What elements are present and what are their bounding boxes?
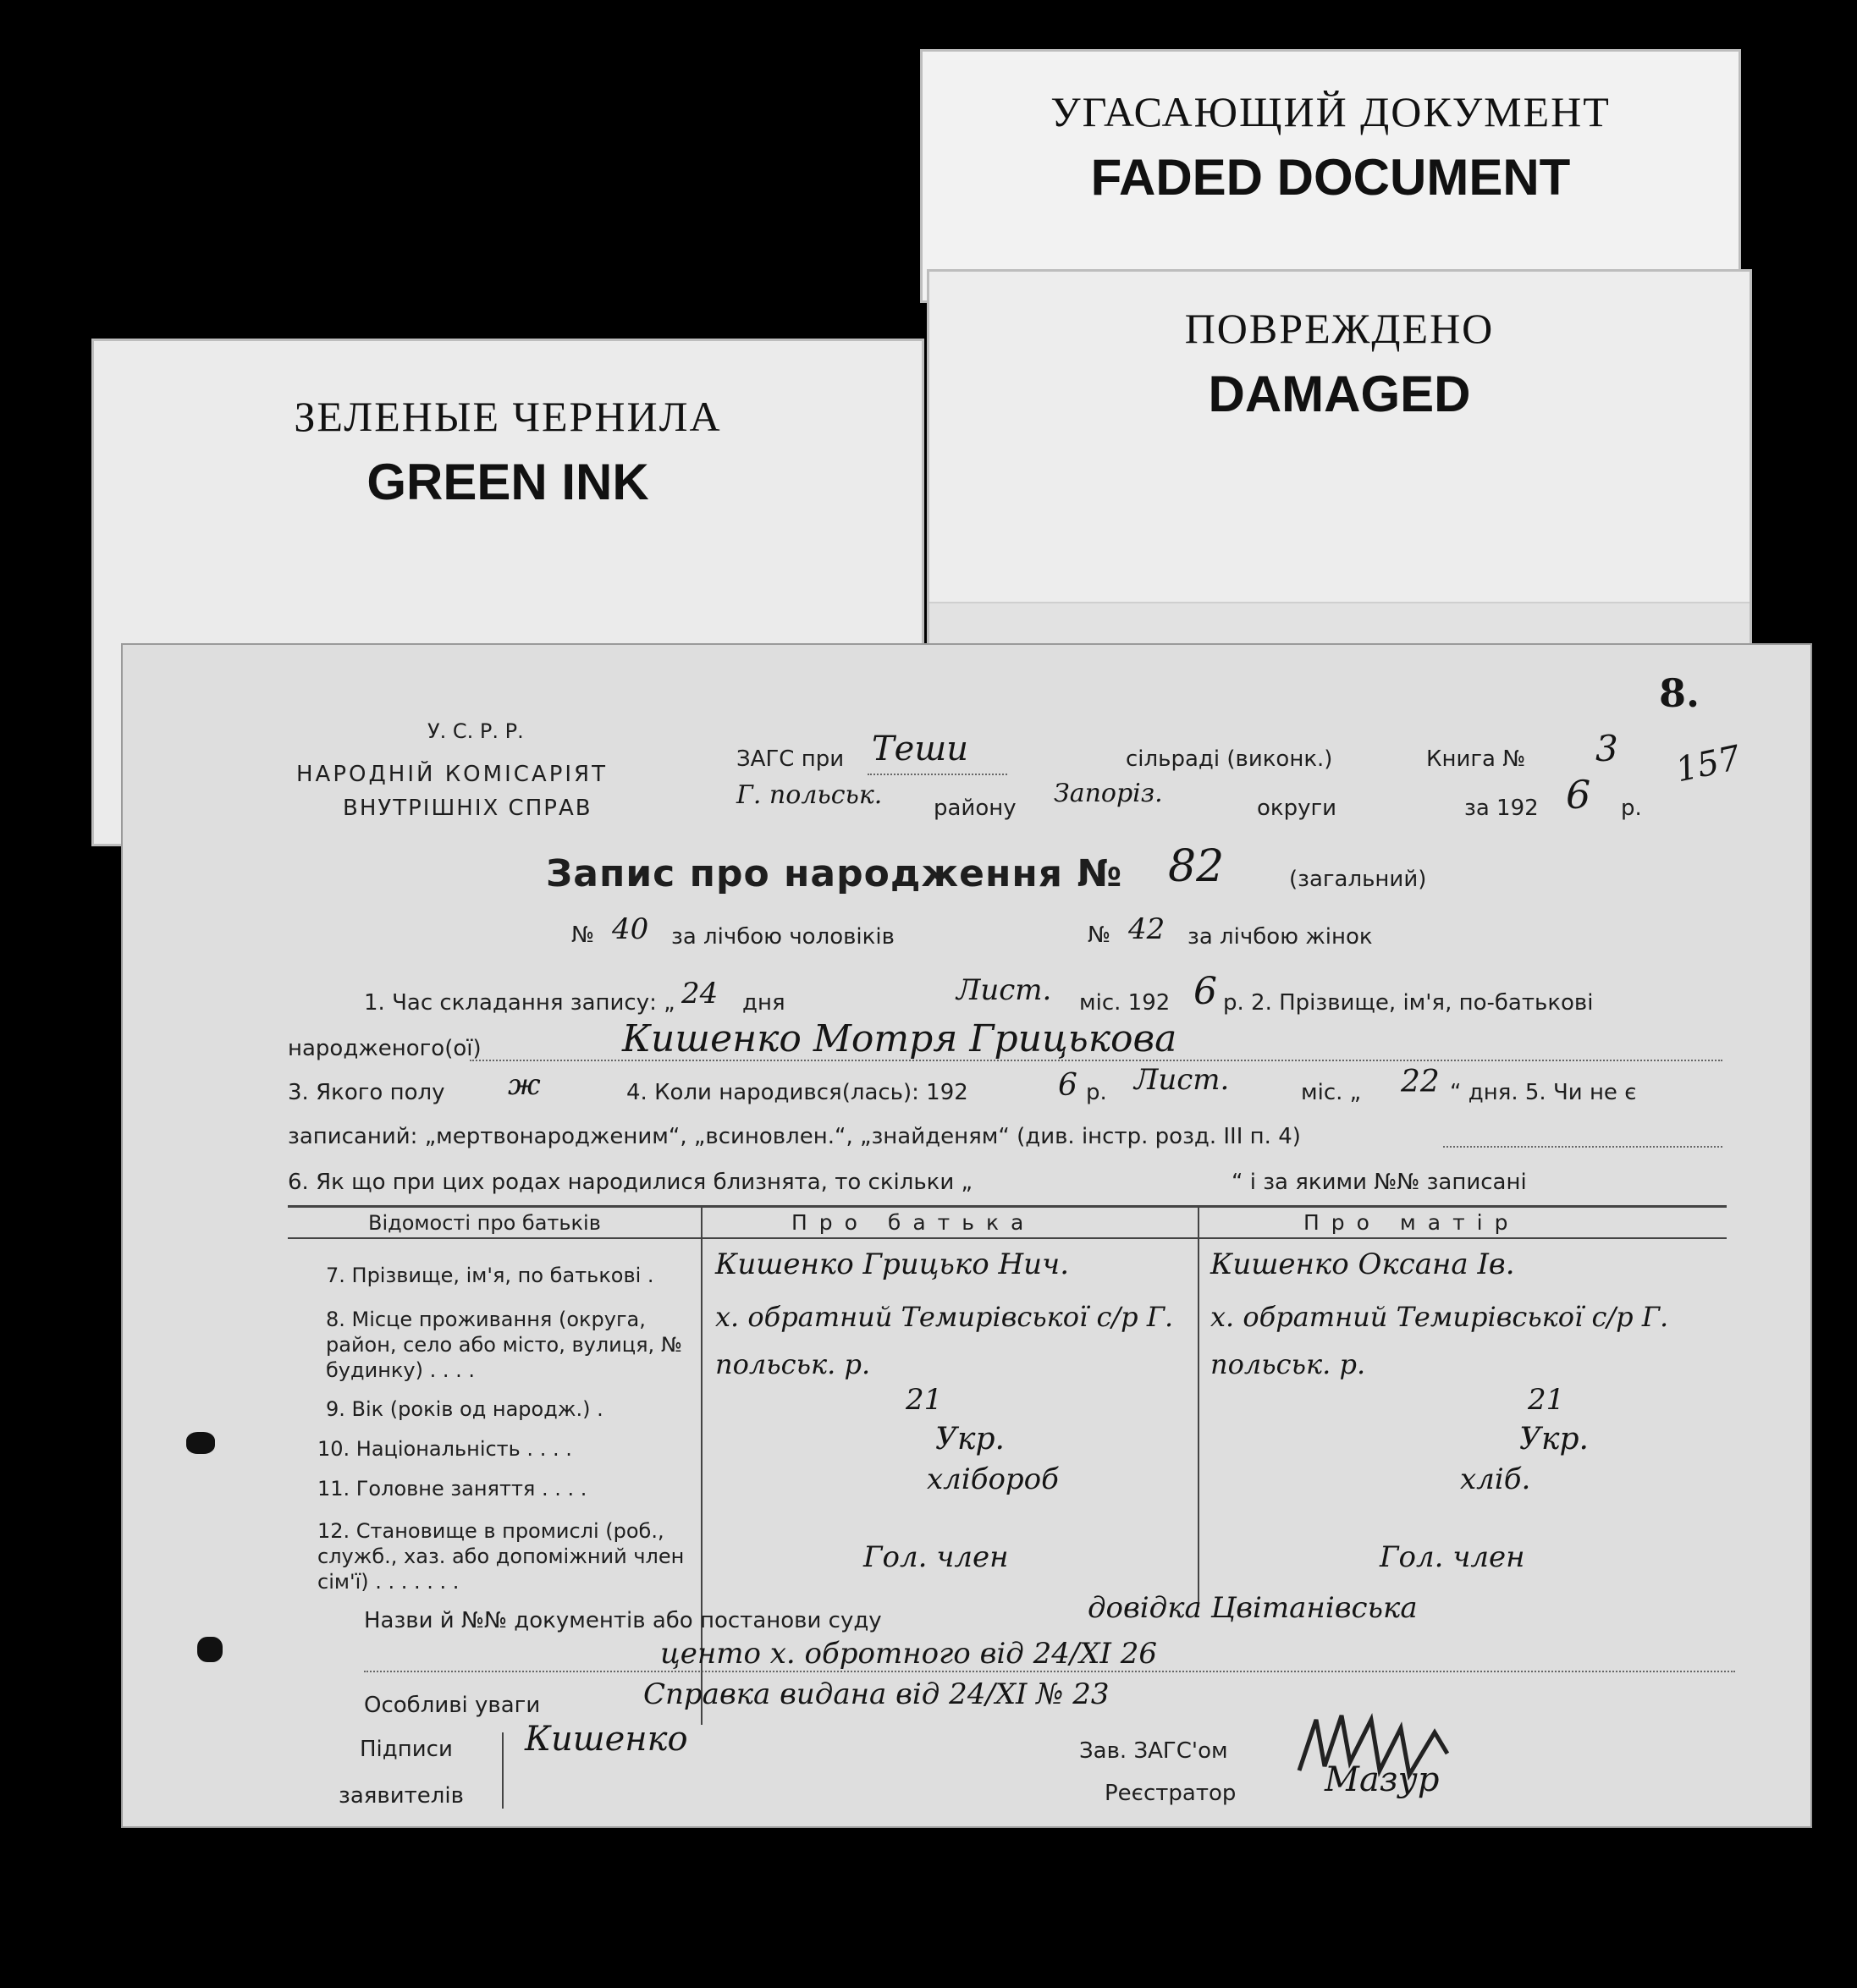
row-label-nationality: 10. Національність . . . . — [317, 1437, 572, 1461]
line1-text-d: р. 2. Прізвище, ім'я, по-батькові — [1223, 990, 1594, 1016]
table-col-header-mother: Про матір — [1303, 1210, 1520, 1235]
father-residence: х. обратний Темирівської с/р Г. польськ. р. — [715, 1301, 1174, 1380]
mother-name: Кишенко Оксана Ів. — [1210, 1247, 1515, 1281]
district-label: району — [934, 796, 1017, 821]
table-divider-mid — [1198, 1205, 1199, 1607]
zags-head-label: Зав. ЗАГС'ом — [1079, 1738, 1228, 1764]
signature-divider — [502, 1732, 504, 1809]
women-prefix: № — [1088, 922, 1111, 948]
book-value: 3 — [1595, 728, 1618, 769]
applicants-label: заявителів — [339, 1783, 464, 1809]
mother-position: Гол. член — [1380, 1540, 1525, 1574]
faded-label-en: FADED DOCUMENT — [1090, 149, 1571, 206]
smudge-mark — [186, 1432, 215, 1454]
green-ink-label-en: GREEN INK — [366, 454, 649, 510]
line4-dotline — [1443, 1146, 1722, 1148]
mother-occupation: хліб. — [1460, 1462, 1531, 1496]
table-top-rule — [288, 1205, 1727, 1208]
council-label: сільраді (виконк.) — [1126, 746, 1333, 772]
father-name: Кишенко Грицько Нич. — [715, 1247, 1070, 1281]
registrar-signature: Мазур — [1325, 1760, 1440, 1799]
line3-text-a: 3. Якого полу — [288, 1080, 445, 1105]
father-position: Гол. член — [863, 1540, 1009, 1574]
damaged-document-card — [927, 269, 1752, 650]
men-label: за лічбою чоловіків — [671, 924, 895, 950]
record-number: 82 — [1168, 841, 1225, 892]
commissariat-line-1: НАРОДНІЙ КОМІСАРІЯТ — [296, 762, 608, 787]
child-name: Кишенко Мотря Грицькова — [622, 1017, 1177, 1060]
line5-text-b: “ і за якими №№ записані — [1232, 1170, 1527, 1195]
registrar-label: Реєстратор — [1105, 1781, 1237, 1806]
year-label: за 192 — [1464, 796, 1539, 821]
documents-value-1: довідка Цвітанівська — [1088, 1591, 1418, 1625]
birth-day: 22 — [1401, 1065, 1440, 1099]
row-label-occupation: 11. Головне заняття . . . . — [317, 1477, 587, 1501]
commissariat-line-2: ВНУТРІШНІХ СПРАВ — [343, 796, 592, 821]
record-month: Лист. — [956, 973, 1052, 1007]
applicant-signature: Кишенко — [525, 1720, 688, 1759]
father-occupation: хлібороб — [927, 1462, 1059, 1496]
notes-label: Особливі уваги — [364, 1693, 541, 1718]
table-col-header-info: Відомості про батьків — [368, 1211, 601, 1235]
signatures-label: Підписи — [360, 1737, 453, 1762]
birth-month: Лист. — [1134, 1063, 1230, 1097]
record-title: Запис про народження № — [546, 852, 1123, 895]
book-label: Книга № — [1426, 746, 1526, 772]
mother-age: 21 — [1528, 1383, 1565, 1417]
smudge-mark — [197, 1637, 223, 1662]
margin-number: 157 — [1672, 738, 1744, 790]
line3-text-b: 4. Коли народився(лась): 192 — [626, 1080, 968, 1105]
row-label-age: 9. Вік (років од народж.) . — [326, 1397, 603, 1421]
documents-value-2: центо х. обротного від 24/XI 26 — [660, 1637, 1158, 1671]
women-count: 42 — [1128, 912, 1165, 946]
line3-text-c: р. — [1086, 1080, 1107, 1105]
line5-text-a: 6. Як що при цих родах народилися близнята, то скільки „ — [288, 1170, 973, 1195]
mother-residence: х. обратний Темирівської с/р Г. польськ. р. — [1210, 1301, 1669, 1380]
notes-value: Справка видана від 24/XI № 23 — [643, 1677, 1110, 1711]
okrug-label: округи — [1257, 796, 1337, 821]
child-name-dotline — [470, 1060, 1722, 1061]
green-ink-label-ru: ЗЕЛЕНЫЕ ЧЕРНИЛА — [294, 393, 722, 440]
zags-value: Теши — [872, 730, 969, 768]
zags-label: ЗАГС при — [736, 746, 845, 772]
men-count: 40 — [612, 912, 649, 946]
documents-label: Назви й №№ документів або постанови суду — [364, 1608, 882, 1633]
card-bottom-strip — [929, 602, 1750, 647]
faded-label-ru: УГАСАЮЩИЙ ДОКУМЕНТ — [1050, 88, 1611, 135]
record-year: 6 — [1193, 970, 1217, 1013]
line1-text-a: 1. Час складання запису: „ — [364, 990, 675, 1016]
line3-text-d: міс. „ — [1301, 1080, 1362, 1105]
father-age: 21 — [906, 1383, 943, 1417]
documents-dotline — [364, 1671, 1735, 1672]
row-label-residence: 8. Місце проживання (округа, район, село або місто, вулиця, № будинку) . . . . — [326, 1308, 682, 1382]
table-header-rule — [288, 1237, 1727, 1239]
district-value: Г. польськ. — [736, 780, 883, 810]
zags-dotline — [868, 774, 1007, 775]
year-value: 6 — [1566, 772, 1591, 818]
damaged-label-en: DAMAGED — [1208, 366, 1471, 422]
okrug-value: Запоріз. — [1054, 779, 1163, 808]
year-suffix: р. — [1621, 796, 1642, 821]
record-day: 24 — [681, 977, 719, 1011]
page-number: 8. — [1659, 670, 1700, 716]
row-label-name: 7. Прізвище, ім'я, по батькові . — [326, 1264, 654, 1287]
record-general: (загальний) — [1289, 867, 1427, 892]
father-nationality: Укр. — [935, 1422, 1006, 1457]
line1-text-b: дня — [742, 990, 785, 1016]
birth-record-form — [121, 643, 1812, 1828]
men-prefix: № — [571, 922, 595, 948]
ussr-header: У. С. Р. Р. — [427, 719, 524, 743]
women-label: за лічбою жінок — [1187, 924, 1373, 950]
row-label-position: 12. Становище в промислі (роб., служб., хаз. або допоміжний член сім'ї) . . . . . . . — [317, 1519, 685, 1594]
line2-label: народженого(ої) — [288, 1036, 482, 1061]
child-sex: ж — [508, 1068, 541, 1102]
head-signature-scribble — [1291, 1703, 1477, 1796]
faded-document-card — [920, 49, 1741, 303]
line1-text-c: міс. 192 — [1079, 990, 1171, 1016]
table-col-header-father: Про батька — [791, 1210, 1036, 1235]
line4-text: записаний: „мертвонародженим“, „всиновлен.“, „знайденям“ (див. інстр. розд. III п. 4) — [288, 1124, 1301, 1149]
line3-text-e: “ дня. 5. Чи не є — [1450, 1080, 1637, 1105]
damaged-label-ru: ПОВРЕЖДЕНО — [1184, 305, 1495, 352]
birth-year: 6 — [1058, 1068, 1077, 1103]
mother-nationality: Укр. — [1519, 1422, 1590, 1457]
